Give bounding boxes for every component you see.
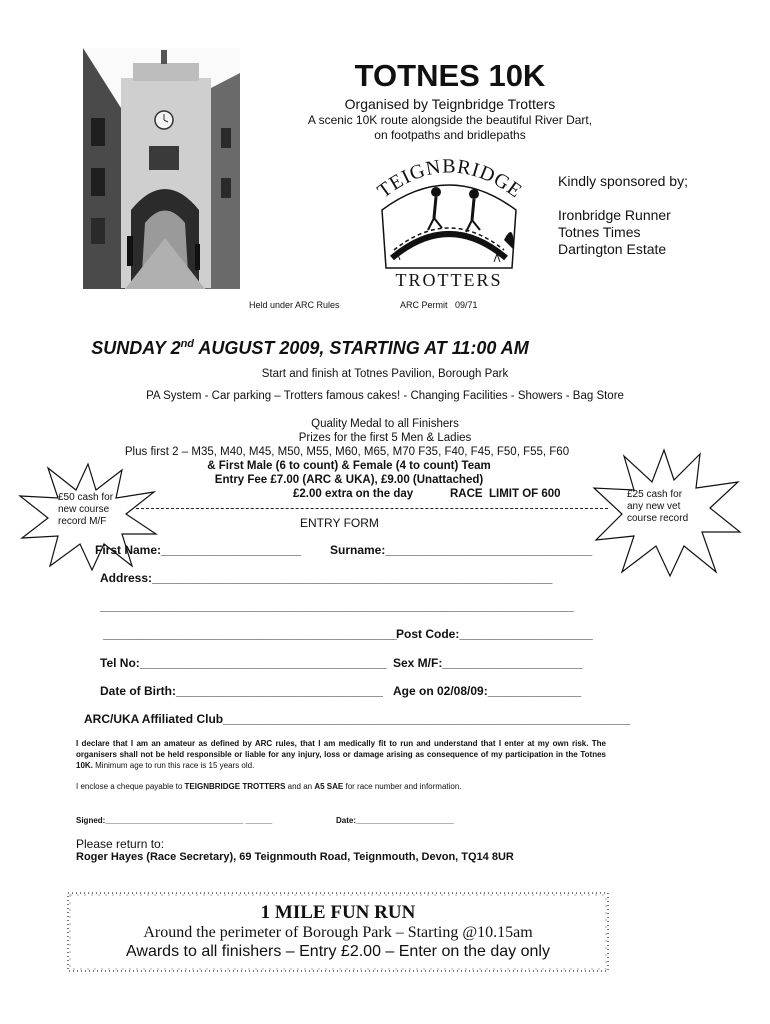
cheque-text: and an bbox=[285, 782, 315, 791]
tagline bbox=[260, 113, 640, 143]
right-burst-line: £25 cash for bbox=[627, 489, 683, 500]
left-burst-line: £50 cash for bbox=[58, 492, 114, 503]
fun-run-awards: Awards to all finishers – Entry £2.00 – Enter on the day only bbox=[126, 943, 550, 960]
address-field[interactable]: Address:____________________________________________________________ bbox=[100, 571, 553, 585]
club-logo bbox=[364, 150, 534, 290]
cheque-sae: A5 SAE bbox=[314, 782, 344, 791]
signature-field[interactable]: Signed:_______________________________ ______ bbox=[76, 816, 273, 825]
right-burst-line: any new vet bbox=[627, 501, 681, 512]
minimum-age-note: Minimum age to run this race is 15 years old. bbox=[92, 761, 255, 770]
sponsor-item: Dartington Estate bbox=[558, 241, 667, 257]
left-burst-line: record M/F bbox=[58, 516, 107, 527]
surname-field[interactable]: Surname:_______________________________ bbox=[330, 543, 593, 557]
facilities-line: PA System - Car parking – Trotters famous cakes! - Changing Facilities - Showers - Bag Store bbox=[146, 390, 624, 402]
post-code-field[interactable]: Post Code:____________________ bbox=[396, 627, 593, 641]
cheque-note bbox=[76, 781, 606, 792]
left-burst-text bbox=[58, 492, 113, 528]
sponsor-heading: Kindly sponsored by; bbox=[558, 173, 688, 189]
return-label: Please return to: bbox=[76, 837, 165, 851]
fun-run-subtitle: Around the perimeter of Borough Park – Starting @10.15am bbox=[143, 924, 533, 941]
dob-field[interactable]: Date of Birth:_______________________________ bbox=[100, 684, 383, 698]
event-date-rest: AUGUST 2009, STARTING AT 11:00 AM bbox=[194, 338, 529, 358]
address-line-3-field[interactable]: ____________________________________________ bbox=[103, 627, 397, 641]
tel-field[interactable]: Tel No:_____________________________________ bbox=[100, 656, 387, 670]
venue-line: Start and finish at Totnes Pavilion, Borough Park bbox=[261, 368, 509, 380]
declaration-text: I declare that I am an amateur as defined by ARC rules, that I am medically fit to run and understand that I enter at my own risk. The organisers shall not be held responsible or liable for any injury, loss or damage arising as consequence of my participation in the Totnes 10K. bbox=[76, 739, 606, 770]
entry-form-heading: ENTRY FORM bbox=[300, 516, 379, 530]
left-burst-line: new course bbox=[58, 504, 110, 515]
cheque-payee: TEIGNBRIDGE TROTTERS bbox=[184, 782, 286, 791]
logo-arc-text: TEIGNBRIDGE bbox=[373, 155, 527, 203]
date-field[interactable]: Date:______________________ bbox=[336, 816, 454, 825]
event-date-suffix: nd bbox=[180, 338, 195, 350]
east-gate-photo bbox=[83, 48, 240, 289]
right-burst-text bbox=[627, 489, 688, 525]
organiser-line: Organised by Teignbridge Trotters bbox=[344, 96, 556, 112]
medal-line: Quality Medal to all Finishers bbox=[311, 418, 459, 430]
form-cut-line bbox=[136, 508, 608, 509]
declaration bbox=[76, 738, 606, 771]
age-field[interactable]: Age on 02/08/09:______________ bbox=[393, 684, 582, 698]
event-date-day: SUNDAY 2 bbox=[91, 338, 181, 358]
extra-fee-line: £2.00 extra on the day bbox=[293, 488, 414, 500]
page-title: TOTNES 10K bbox=[354, 58, 546, 93]
address-line-2-field[interactable]: _______________________________________________________________________ bbox=[100, 599, 574, 613]
prizes-line: Prizes for the first 5 Men & Ladies bbox=[298, 432, 472, 444]
categories-line: Plus first 2 – M35, M40, M45, M50, M55, M60, M65, M70 F35, F40, F45, F50, F55, F60 bbox=[124, 446, 570, 458]
logo-bottom-text: TROTTERS bbox=[395, 270, 503, 290]
fee-line: Entry Fee £7.00 (ARC & UKA), £9.00 (Unattached) bbox=[214, 474, 484, 486]
race-limit-line: RACE LIMIT OF 600 bbox=[450, 488, 561, 500]
sponsor-item: Ironbridge Runner bbox=[558, 207, 671, 223]
first-name-field[interactable]: First Name:_____________________ bbox=[95, 543, 302, 557]
cheque-text: for race number and information. bbox=[343, 782, 462, 791]
club-field[interactable]: ARC/UKA Affiliated Club_____________________________________________________________ bbox=[84, 712, 631, 726]
arc-permit-note: ARC Permit 09/71 bbox=[400, 300, 478, 310]
arc-rules-note: Held under ARC Rules bbox=[249, 300, 340, 310]
sponsor-item: Totnes Times bbox=[558, 224, 641, 240]
return-address: Roger Hayes (Race Secretary), 69 Teignmouth Road, Teignmouth, Devon, TQ14 8UR bbox=[76, 851, 514, 863]
tagline-line-2: on footpaths and bridlepaths bbox=[374, 128, 526, 142]
tagline-line-1: A scenic 10K route alongside the beautiful River Dart, bbox=[307, 113, 593, 127]
sex-field[interactable]: Sex M/F:_____________________ bbox=[393, 656, 583, 670]
event-date bbox=[0, 338, 665, 359]
fun-run-title: 1 MILE FUN RUN bbox=[260, 902, 416, 923]
cheque-text: I enclose a cheque payable to bbox=[76, 782, 185, 791]
right-burst-line: course record bbox=[627, 513, 689, 524]
team-line: & First Male (6 to count) & Female (4 to count) Team bbox=[207, 460, 491, 472]
